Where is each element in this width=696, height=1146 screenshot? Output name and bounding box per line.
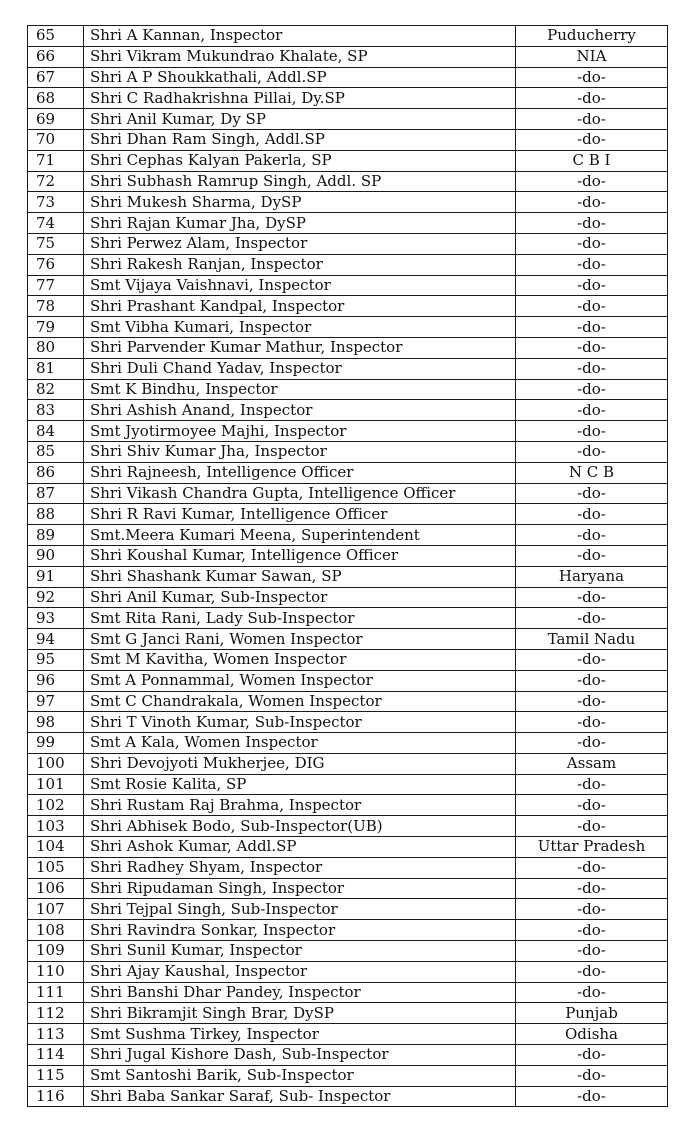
unit-cell: -do- xyxy=(516,587,668,608)
unit-cell: -do- xyxy=(516,774,668,795)
unit-cell: Puducherry xyxy=(516,26,668,47)
unit-cell: -do- xyxy=(516,421,668,442)
unit-cell: -do- xyxy=(516,982,668,1003)
table-row xyxy=(28,608,668,629)
unit-cell: -do- xyxy=(516,649,668,670)
table-row xyxy=(28,254,668,275)
unit-cell: -do- xyxy=(516,816,668,837)
unit-cell: -do- xyxy=(516,129,668,150)
officer-name-cell: Shri Shashank Kumar Sawan, SP xyxy=(84,566,516,587)
serial-number-cell: 95 xyxy=(28,649,84,670)
officer-name-cell: Smt K Bindhu, Inspector xyxy=(84,379,516,400)
officer-name-cell: Shri R Ravi Kumar, Intelligence Officer xyxy=(84,504,516,525)
table-row xyxy=(28,525,668,546)
unit-cell: -do- xyxy=(516,337,668,358)
table-row xyxy=(28,67,668,88)
serial-number-cell: 83 xyxy=(28,400,84,421)
serial-number-cell: 81 xyxy=(28,358,84,379)
serial-number-cell: 71 xyxy=(28,150,84,171)
serial-number-cell: 80 xyxy=(28,337,84,358)
unit-cell: -do- xyxy=(516,670,668,691)
serial-number-cell: 115 xyxy=(28,1065,84,1086)
officer-name-cell: Smt Vibha Kumari, Inspector xyxy=(84,317,516,338)
table-row xyxy=(28,545,668,566)
table-row xyxy=(28,941,668,962)
table-row xyxy=(28,462,668,483)
officer-name-cell: Shri Cephas Kalyan Pakerla, SP xyxy=(84,150,516,171)
officer-name-cell: Shri Subhash Ramrup Singh, Addl. SP xyxy=(84,171,516,192)
table-row xyxy=(28,296,668,317)
unit-cell: Odisha xyxy=(516,1024,668,1045)
awardee-table xyxy=(27,25,668,1107)
table-row xyxy=(28,712,668,733)
table-row xyxy=(28,1003,668,1024)
officer-name-cell: Shri Rajneesh, Intelligence Officer xyxy=(84,462,516,483)
officer-name-cell: Shri Vikash Chandra Gupta, Intelligence Officer xyxy=(84,483,516,504)
officer-name-cell: Shri Shiv Kumar Jha, Inspector xyxy=(84,441,516,462)
officer-name-cell: Smt Sushma Tirkey, Inspector xyxy=(84,1024,516,1045)
serial-number-cell: 79 xyxy=(28,317,84,338)
table-row xyxy=(28,171,668,192)
serial-number-cell: 74 xyxy=(28,213,84,234)
unit-cell: N C B xyxy=(516,462,668,483)
officer-name-cell: Shri Parvender Kumar Mathur, Inspector xyxy=(84,337,516,358)
serial-number-cell: 87 xyxy=(28,483,84,504)
serial-number-cell: 89 xyxy=(28,525,84,546)
serial-number-cell: 96 xyxy=(28,670,84,691)
table-row xyxy=(28,857,668,878)
unit-cell: -do- xyxy=(516,67,668,88)
table-row xyxy=(28,150,668,171)
officer-name-cell: Shri Banshi Dhar Pandey, Inspector xyxy=(84,982,516,1003)
serial-number-cell: 113 xyxy=(28,1024,84,1045)
officer-name-cell: Shri Rakesh Ranjan, Inspector xyxy=(84,254,516,275)
table-row xyxy=(28,691,668,712)
unit-cell: -do- xyxy=(516,525,668,546)
officer-name-cell: Shri Vikram Mukundrao Khalate, SP xyxy=(84,46,516,67)
table-row xyxy=(28,192,668,213)
table-row xyxy=(28,1024,668,1045)
officer-name-cell: Shri Duli Chand Yadav, Inspector xyxy=(84,358,516,379)
officer-name-cell: Shri Devojyoti Mukherjee, DIG xyxy=(84,753,516,774)
officer-name-cell: Shri A Kannan, Inspector xyxy=(84,26,516,47)
serial-number-cell: 93 xyxy=(28,608,84,629)
officer-name-cell: Shri Jugal Kishore Dash, Sub-Inspector xyxy=(84,1045,516,1066)
unit-cell: -do- xyxy=(516,899,668,920)
officer-name-cell: Shri Ripudaman Singh, Inspector xyxy=(84,878,516,899)
unit-cell: -do- xyxy=(516,733,668,754)
unit-cell: -do- xyxy=(516,358,668,379)
serial-number-cell: 101 xyxy=(28,774,84,795)
serial-number-cell: 103 xyxy=(28,816,84,837)
serial-number-cell: 84 xyxy=(28,421,84,442)
unit-cell: -do- xyxy=(516,857,668,878)
unit-cell: -do- xyxy=(516,192,668,213)
table-row xyxy=(28,317,668,338)
unit-cell: Uttar Pradesh xyxy=(516,837,668,858)
unit-cell: -do- xyxy=(516,109,668,130)
serial-number-cell: 99 xyxy=(28,733,84,754)
officer-name-cell: Shri Sunil Kumar, Inspector xyxy=(84,941,516,962)
table-row xyxy=(28,441,668,462)
unit-cell: Assam xyxy=(516,753,668,774)
unit-cell: -do- xyxy=(516,691,668,712)
serial-number-cell: 86 xyxy=(28,462,84,483)
serial-number-cell: 108 xyxy=(28,920,84,941)
officer-name-cell: Smt Santoshi Barik, Sub-Inspector xyxy=(84,1065,516,1086)
table-row xyxy=(28,733,668,754)
table-row xyxy=(28,88,668,109)
serial-number-cell: 90 xyxy=(28,545,84,566)
unit-cell: -do- xyxy=(516,545,668,566)
unit-cell: -do- xyxy=(516,795,668,816)
officer-name-cell: Smt Rita Rani, Lady Sub-Inspector xyxy=(84,608,516,629)
unit-cell: NIA xyxy=(516,46,668,67)
serial-number-cell: 70 xyxy=(28,129,84,150)
serial-number-cell: 67 xyxy=(28,67,84,88)
officer-name-cell: Shri T Vinoth Kumar, Sub-Inspector xyxy=(84,712,516,733)
serial-number-cell: 88 xyxy=(28,504,84,525)
officer-name-cell: Shri Bikramjit Singh Brar, DySP xyxy=(84,1003,516,1024)
table-row xyxy=(28,774,668,795)
serial-number-cell: 104 xyxy=(28,837,84,858)
officer-name-cell: Shri Rajan Kumar Jha, DySP xyxy=(84,213,516,234)
unit-cell: -do- xyxy=(516,441,668,462)
officer-name-cell: Smt Rosie Kalita, SP xyxy=(84,774,516,795)
awardee-table-body xyxy=(28,26,668,1107)
unit-cell: -do- xyxy=(516,213,668,234)
table-row xyxy=(28,1086,668,1107)
officer-name-cell: Smt.Meera Kumari Meena, Superintendent xyxy=(84,525,516,546)
serial-number-cell: 73 xyxy=(28,192,84,213)
unit-cell: -do- xyxy=(516,254,668,275)
table-row xyxy=(28,233,668,254)
serial-number-cell: 111 xyxy=(28,982,84,1003)
serial-number-cell: 75 xyxy=(28,233,84,254)
table-row xyxy=(28,483,668,504)
officer-name-cell: Shri Perwez Alam, Inspector xyxy=(84,233,516,254)
serial-number-cell: 91 xyxy=(28,566,84,587)
unit-cell: -do- xyxy=(516,233,668,254)
officer-name-cell: Shri Ashish Anand, Inspector xyxy=(84,400,516,421)
officer-name-cell: Shri A P Shoukkathali, Addl.SP xyxy=(84,67,516,88)
officer-name-cell: Shri Koushal Kumar, Intelligence Officer xyxy=(84,545,516,566)
table-row xyxy=(28,795,668,816)
serial-number-cell: 92 xyxy=(28,587,84,608)
officer-name-cell: Shri Rustam Raj Brahma, Inspector xyxy=(84,795,516,816)
serial-number-cell: 65 xyxy=(28,26,84,47)
table-row xyxy=(28,670,668,691)
table-row xyxy=(28,213,668,234)
table-row xyxy=(28,337,668,358)
serial-number-cell: 82 xyxy=(28,379,84,400)
officer-name-cell: Smt A Ponnammal, Women Inspector xyxy=(84,670,516,691)
unit-cell: Haryana xyxy=(516,566,668,587)
table-row xyxy=(28,275,668,296)
unit-cell: C B I xyxy=(516,150,668,171)
unit-cell: -do- xyxy=(516,317,668,338)
serial-number-cell: 76 xyxy=(28,254,84,275)
officer-name-cell: Shri Baba Sankar Saraf, Sub- Inspector xyxy=(84,1086,516,1107)
serial-number-cell: 102 xyxy=(28,795,84,816)
serial-number-cell: 77 xyxy=(28,275,84,296)
unit-cell: -do- xyxy=(516,878,668,899)
officer-name-cell: Shri Abhisek Bodo, Sub-Inspector(UB) xyxy=(84,816,516,837)
table-row xyxy=(28,566,668,587)
serial-number-cell: 97 xyxy=(28,691,84,712)
officer-name-cell: Smt M Kavitha, Women Inspector xyxy=(84,649,516,670)
unit-cell: -do- xyxy=(516,379,668,400)
serial-number-cell: 105 xyxy=(28,857,84,878)
serial-number-cell: 109 xyxy=(28,941,84,962)
table-row xyxy=(28,649,668,670)
officer-name-cell: Shri Tejpal Singh, Sub-Inspector xyxy=(84,899,516,920)
serial-number-cell: 98 xyxy=(28,712,84,733)
serial-number-cell: 112 xyxy=(28,1003,84,1024)
unit-cell: -do- xyxy=(516,920,668,941)
unit-cell: -do- xyxy=(516,961,668,982)
unit-cell: -do- xyxy=(516,296,668,317)
table-row xyxy=(28,26,668,47)
officer-name-cell: Smt A Kala, Women Inspector xyxy=(84,733,516,754)
serial-number-cell: 116 xyxy=(28,1086,84,1107)
serial-number-cell: 94 xyxy=(28,629,84,650)
table-row xyxy=(28,379,668,400)
table-row xyxy=(28,1045,668,1066)
table-row xyxy=(28,982,668,1003)
officer-name-cell: Shri Anil Kumar, Sub-Inspector xyxy=(84,587,516,608)
table-row xyxy=(28,46,668,67)
serial-number-cell: 68 xyxy=(28,88,84,109)
serial-number-cell: 107 xyxy=(28,899,84,920)
table-row xyxy=(28,587,668,608)
unit-cell: -do- xyxy=(516,275,668,296)
officer-name-cell: Smt Vijaya Vaishnavi, Inspector xyxy=(84,275,516,296)
table-row xyxy=(28,878,668,899)
unit-cell: -do- xyxy=(516,941,668,962)
table-row xyxy=(28,421,668,442)
serial-number-cell: 69 xyxy=(28,109,84,130)
table-row xyxy=(28,358,668,379)
officer-name-cell: Smt C Chandrakala, Women Inspector xyxy=(84,691,516,712)
unit-cell: -do- xyxy=(516,504,668,525)
officer-name-cell: Smt G Janci Rani, Women Inspector xyxy=(84,629,516,650)
table-row xyxy=(28,1065,668,1086)
table-row xyxy=(28,129,668,150)
unit-cell: -do- xyxy=(516,88,668,109)
table-row xyxy=(28,504,668,525)
serial-number-cell: 72 xyxy=(28,171,84,192)
officer-name-cell: Shri Dhan Ram Singh, Addl.SP xyxy=(84,129,516,150)
unit-cell: Tamil Nadu xyxy=(516,629,668,650)
officer-name-cell: Shri Ravindra Sonkar, Inspector xyxy=(84,920,516,941)
officer-name-cell: Shri Ajay Kaushal, Inspector xyxy=(84,961,516,982)
serial-number-cell: 110 xyxy=(28,961,84,982)
table-row xyxy=(28,961,668,982)
officer-name-cell: Shri Mukesh Sharma, DySP xyxy=(84,192,516,213)
table-row xyxy=(28,753,668,774)
unit-cell: -do- xyxy=(516,400,668,421)
officer-name-cell: Shri C Radhakrishna Pillai, Dy.SP xyxy=(84,88,516,109)
serial-number-cell: 106 xyxy=(28,878,84,899)
unit-cell: -do- xyxy=(516,171,668,192)
serial-number-cell: 114 xyxy=(28,1045,84,1066)
unit-cell: -do- xyxy=(516,1045,668,1066)
table-row xyxy=(28,109,668,130)
serial-number-cell: 85 xyxy=(28,441,84,462)
serial-number-cell: 78 xyxy=(28,296,84,317)
table-row xyxy=(28,899,668,920)
unit-cell: -do- xyxy=(516,483,668,504)
serial-number-cell: 66 xyxy=(28,46,84,67)
serial-number-cell: 100 xyxy=(28,753,84,774)
officer-name-cell: Shri Radhey Shyam, Inspector xyxy=(84,857,516,878)
unit-cell: -do- xyxy=(516,608,668,629)
officer-name-cell: Shri Anil Kumar, Dy SP xyxy=(84,109,516,130)
officer-name-cell: Shri Ashok Kumar, Addl.SP xyxy=(84,837,516,858)
unit-cell: -do- xyxy=(516,1065,668,1086)
officer-name-cell: Shri Prashant Kandpal, Inspector xyxy=(84,296,516,317)
table-row xyxy=(28,629,668,650)
table-row xyxy=(28,920,668,941)
unit-cell: Punjab xyxy=(516,1003,668,1024)
table-row xyxy=(28,816,668,837)
table-row xyxy=(28,400,668,421)
table-row xyxy=(28,837,668,858)
unit-cell: -do- xyxy=(516,1086,668,1107)
officer-name-cell: Smt Jyotirmoyee Majhi, Inspector xyxy=(84,421,516,442)
unit-cell: -do- xyxy=(516,712,668,733)
